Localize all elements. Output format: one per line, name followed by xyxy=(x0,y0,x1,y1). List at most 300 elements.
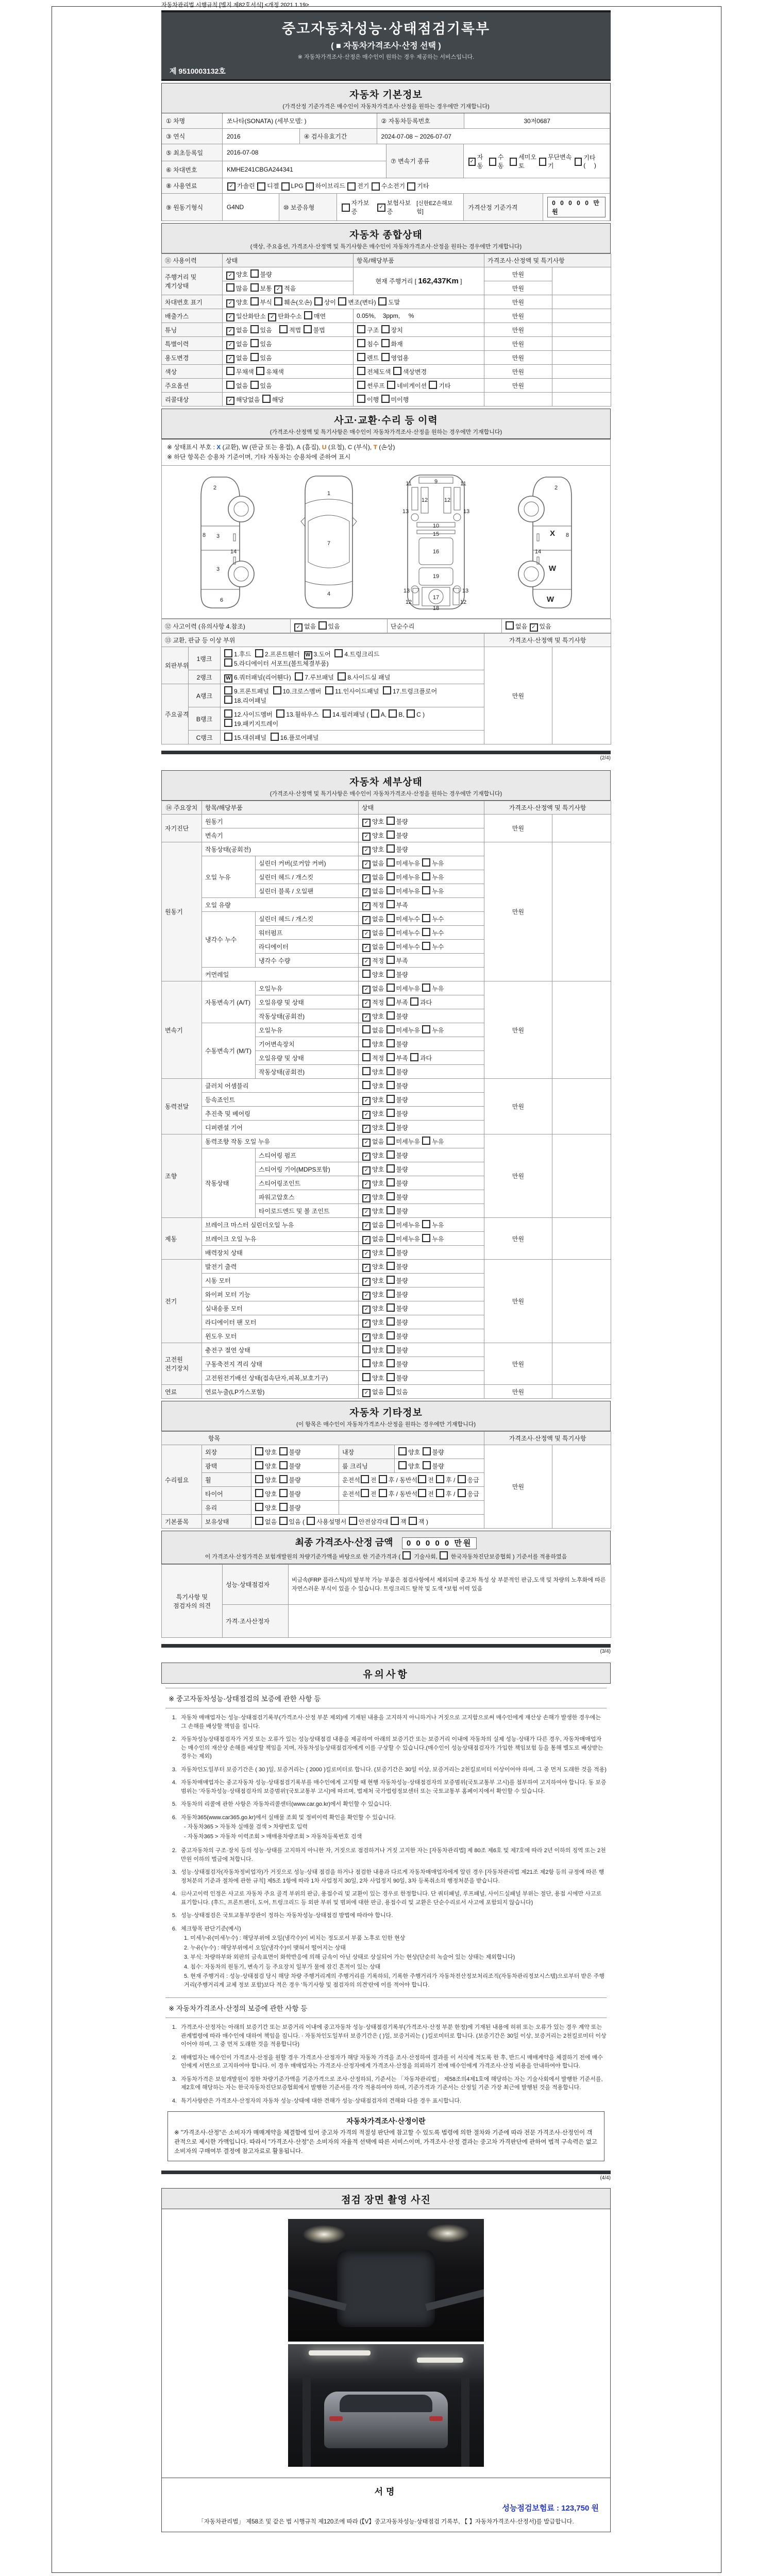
checkbox-checked: ✓ xyxy=(226,341,234,349)
notice-item xyxy=(165,2075,607,2092)
table-row xyxy=(162,365,611,379)
table-cell: ⑪ 사용이력 xyxy=(162,254,223,267)
section-title: 자동차 종합상태 xyxy=(349,230,423,241)
checkbox-empty xyxy=(386,1164,395,1173)
table-cell: 단순수리 xyxy=(388,619,502,633)
table-cell: ✓ 양호 불량 xyxy=(359,842,484,856)
table-cell: ✓ 양호 불량 xyxy=(359,1162,484,1176)
table-cell: 만원 xyxy=(484,842,552,981)
photo-area xyxy=(161,2209,611,2478)
checkbox-empty xyxy=(386,1123,395,1131)
section-header xyxy=(161,223,611,253)
notice-subhead: ※ 자동차가격조사·산정의 보증에 관한 사항 등 xyxy=(165,1997,607,2018)
table-cell xyxy=(552,1134,611,1218)
element: 가격조사·산정자는 아래의 보증기간 또는 보증거리 이내에 중고자동차 성능·상태점검기록부(가격조사·산정 부분 한정)에 기재된 내용에 허위 또는 오류가 있는 경우 계약 또는 관계법령에 따라 매수인에 대하여 책임을 집니다. · 자동차인도일부터 보증기간은 ( )일, 보증거리는 ( )킬로미터로 합니다. (보증기간은 30일 이상, 보증거리는 2천킬로미터 이상이어야 하며, 그 중 먼저 도래한 것을 적용합니다) xyxy=(181,2024,607,2048)
definition-text: ※ "가격조사·산정"은 소비자가 매매계약을 체결함에 있어 중고차 가격의 적절성 판단에 참고할 수 있도록 법령에 의한 절차와 기준에 따라 전문 가격조사·산정인이 객관적으로 제시한 가액입니다. 따라서 "가격조사·산정"은 소비자의 자율적 선택에 따른 서비스이며, 가격조사·산정 결과는 중고차 가격판단에 관하여 법적 구속력은 없고 소비자의 구매여부 결정에 참고자료로 활용됩니다. xyxy=(174,2130,597,2155)
table-cell: ✓ 양호 불량 xyxy=(359,1009,484,1023)
checkbox-empty xyxy=(386,1276,395,1284)
panel-number: 3 xyxy=(216,533,220,540)
table-cell: 작동상태(공회전) xyxy=(256,1065,359,1079)
checkbox-empty xyxy=(378,297,386,306)
checkbox-empty xyxy=(423,1447,431,1455)
panel-number: 12 xyxy=(460,599,466,606)
final-price-note: 이 가격조사·산정가격은 보험개발원의 차량기준가액을 바탕으로 한 기준가격과 ( 기술사회, 한국자동차진단보증협회 ) 기준서를 적용하였음 xyxy=(165,1551,607,1561)
notice-item xyxy=(165,1925,607,1991)
checkbox-empty xyxy=(281,182,290,191)
checkbox-checked: ✓ xyxy=(362,1208,371,1216)
notice-item xyxy=(165,1714,607,1731)
checkbox-empty xyxy=(250,269,259,278)
notice-item xyxy=(165,2097,607,2106)
notice-item xyxy=(165,1846,607,1863)
table-cell: ✓ 없음 미세누유 누유 xyxy=(359,1134,484,1148)
checkbox-empty xyxy=(226,283,234,292)
checkbox-empty xyxy=(256,367,264,375)
table-cell: 만원 xyxy=(484,351,552,365)
checkbox-checked: ✓ xyxy=(227,182,236,191)
table-cell: 오일누유 xyxy=(256,981,359,995)
checkbox-checked: ✓ xyxy=(274,285,282,294)
checkbox-empty xyxy=(250,381,259,389)
panel-number: 12 xyxy=(444,497,450,504)
table-cell: ⑭ 주요장치 xyxy=(162,801,202,815)
element: 자동차성능상태점검자가 거짓 또는 오류가 있는 성능상태점검 내용을 제공하여 아래의 보증기간 또는 보증거리 이내에 자동차의 실제 성능·상태가 다른 경우, 자동차매매업자는 매수인의 재산상 손해를 배상할 책임을 지며, 자동차성능상태점검자에게 이를 구상할 수 있습니다.(매수인이 성능상태점검자가 가입한 책임보험 등을 통해 별도로 배상받는 경우는 제외) xyxy=(181,1736,603,1760)
table-cell: 자동변속기 (A/T) xyxy=(202,981,256,1023)
legend-code: U xyxy=(322,444,327,451)
notice-item xyxy=(165,1778,607,1795)
table-cell: 양호 불량 xyxy=(251,1459,339,1473)
table-row xyxy=(162,379,611,393)
table-row xyxy=(162,1079,611,1093)
final-price-amount: 0 0 0 0 0 만원 xyxy=(402,1537,477,1549)
table-cell: ✓ 없음 미세누유 누유 xyxy=(359,981,484,995)
table-cell: 배출가스 xyxy=(162,309,223,323)
checkbox-empty xyxy=(295,672,303,681)
checkbox-empty xyxy=(279,325,288,333)
checkbox-checked: ✓ xyxy=(362,999,371,1008)
element: 4. xyxy=(172,2097,177,2104)
section-final-price xyxy=(161,1531,611,1564)
checkbox-empty xyxy=(381,353,390,361)
checkbox-checked: ✓ xyxy=(530,623,538,632)
notice-subitem: - 자동차365 > 자동차 실매물 검색 > 차량번호 입력 xyxy=(184,1824,308,1831)
checkbox-checked: ✓ xyxy=(362,1111,371,1119)
table-cell: 와이퍼 모터 기능 xyxy=(202,1287,359,1301)
checkbox-empty xyxy=(262,395,271,403)
table-cell: 오일 유량 xyxy=(202,898,359,912)
table-row xyxy=(162,295,611,309)
checkbox-checked: ✓ xyxy=(362,1125,371,1133)
checkbox-empty xyxy=(273,686,281,694)
checkbox-empty xyxy=(224,733,232,741)
panel-number: 13 xyxy=(402,509,409,515)
lift-post xyxy=(303,2375,311,2467)
table-cell: ✓ 양호 불량 xyxy=(359,1190,484,1204)
checkbox-empty xyxy=(342,204,350,212)
section-signature xyxy=(161,2478,611,2532)
checkbox-empty xyxy=(271,733,279,741)
panel-number: 2 xyxy=(213,485,216,492)
checkbox-empty xyxy=(381,339,390,347)
checkbox-checked: ✓ xyxy=(362,1292,371,1300)
checkbox-empty xyxy=(314,297,323,306)
checkbox-empty xyxy=(422,928,430,936)
checkbox-empty xyxy=(379,1489,387,1497)
field: ⑥ 차대번호 xyxy=(162,161,223,178)
accident-rank-table xyxy=(161,633,611,744)
element xyxy=(201,477,240,608)
field: ② 자동차등록번호 xyxy=(377,113,465,129)
element xyxy=(162,129,610,144)
table-cell: ✓ 없음 미세누수 누수 xyxy=(359,926,484,940)
definition-title: 자동차가격조사·산정이란 xyxy=(346,2117,426,2126)
table-row xyxy=(162,981,611,995)
table-cell: ✓ 양호 불량 xyxy=(359,1329,484,1343)
table-cell: 양호 불량 xyxy=(395,1445,484,1459)
checkbox-checked: ✓ xyxy=(362,1236,371,1244)
section-accident-history xyxy=(161,409,611,744)
checkbox-checked: ✓ xyxy=(362,1194,371,1202)
table-cell: 만원 xyxy=(484,1385,552,1399)
checkbox-empty xyxy=(279,1461,288,1469)
checkbox-checked: ✓ xyxy=(362,944,371,952)
table-cell: ✓ 양호 불량 xyxy=(359,1121,484,1134)
checkbox-empty xyxy=(386,1039,395,1047)
table-cell: 15.대쉬패널 16.플로어패널 xyxy=(221,731,484,744)
element: 3. xyxy=(172,1869,177,1876)
checkbox-empty xyxy=(387,381,395,389)
checkbox-empty xyxy=(250,353,259,361)
element xyxy=(162,144,386,161)
checkbox-empty xyxy=(304,325,312,333)
checkbox-checked: ✓ xyxy=(362,902,371,910)
panel-number: 10 xyxy=(432,523,439,530)
checkbox-empty xyxy=(381,395,390,403)
table-row xyxy=(162,351,611,365)
table-cell: 조향 xyxy=(162,1134,202,1218)
table-cell: ✓ 없음 미세누수 누수 xyxy=(359,940,484,954)
table-cell: 타이로드엔드 및 볼 조인트 xyxy=(256,1204,359,1218)
notice-subitem: 5. 현재 주행거리 : 성능·상태점검 당시 해당 차량 주행거리계의 주행거리를 기록하되, 기록한 주행거리가 자동차전산정보처리조직(자동차관리정보시스템)으로부터 받은 주행거리(주행거리계 교체 정보 포함)보다 적은 경우 '특기사항 및 점검자의 의견'란에 이를 적어야 합니다. xyxy=(184,1973,604,1988)
checkbox-checked: ✓ xyxy=(226,355,234,363)
checkbox-empty xyxy=(386,1053,395,1061)
table-cell: 연료 xyxy=(162,1385,202,1399)
checkbox-empty xyxy=(393,367,401,375)
table-cell: 1랭크 xyxy=(189,647,221,670)
table-cell: 오일유량 및 상태 xyxy=(256,1051,359,1065)
table-cell: 휠 xyxy=(202,1473,251,1487)
checkbox-empty xyxy=(386,928,395,936)
panel-number: 11 xyxy=(405,481,412,487)
checkbox-empty xyxy=(362,1025,371,1033)
checkbox-checked: ✓ xyxy=(362,846,371,855)
checkbox-empty xyxy=(386,1137,395,1145)
table-cell xyxy=(552,351,611,365)
checkbox-empty xyxy=(362,1053,371,1061)
table-cell: 클러치 어셈블리 xyxy=(202,1079,359,1093)
table-row xyxy=(162,267,611,281)
table-cell: 렌트 영업용 xyxy=(354,351,484,365)
table-cell: ✓ 없음 미세누유 누유 xyxy=(359,1232,484,1246)
notice-subitem: - 자동차365 > 자동차 이력조회 > 매매용차량조회 > 자동차등록번호 검색 xyxy=(184,1833,362,1840)
checkbox-empty xyxy=(224,709,232,718)
legend: ※ 상태표시 부호 : X (교환), W (판금 또는 용접), A (흠집), U (요철), C (부식), T (손상) ※ 하단 항목은 승용차 기준이며, 기타 자동차는 승용차에 준하여 표시 xyxy=(161,439,611,466)
checkbox-empty xyxy=(250,339,259,347)
checkbox-empty xyxy=(440,1551,448,1560)
table-cell: 실린더 헤드 / 개스킷 xyxy=(256,870,359,884)
element: 2. xyxy=(172,1736,177,1743)
table-cell: 광택 xyxy=(202,1459,251,1473)
table-cell: ✓ 없음 미세누유 누유 xyxy=(359,884,484,898)
basic-info-table xyxy=(161,113,611,221)
section-notices xyxy=(161,1663,611,2164)
table-cell: ✓ 양호 불량 xyxy=(359,1093,484,1107)
checkbox-empty xyxy=(398,1461,407,1469)
panel-number: 15 xyxy=(432,531,439,538)
element xyxy=(162,619,611,633)
checkbox-empty xyxy=(386,1206,395,1214)
table-cell: 만원 xyxy=(484,647,552,744)
table-row xyxy=(162,1134,611,1148)
table-cell xyxy=(552,365,611,379)
checkbox-empty xyxy=(386,831,395,839)
taillight xyxy=(329,2416,343,2421)
table-cell: 자기진단 xyxy=(162,815,202,842)
table-cell: ⑫ 사고이력 (유의사항 4.참조) xyxy=(162,619,291,633)
checkbox-empty xyxy=(255,1489,263,1497)
table-cell xyxy=(552,1079,611,1134)
section-note: (색상, 주요옵션, 가격조사·산정액 및 특기사항은 매수인이 자동차가격조사·산정을 원하는 경우에만 기재합니다) xyxy=(250,244,522,250)
panel-number: 6 xyxy=(220,597,223,604)
field: 2016-07-08 xyxy=(223,144,386,161)
taillight xyxy=(429,2416,443,2421)
table-cell xyxy=(552,309,611,323)
checkbox-empty xyxy=(422,1025,430,1033)
checkbox-checked: ✓ xyxy=(226,397,234,405)
table-row xyxy=(162,309,611,323)
table-cell: 색상 xyxy=(162,365,223,379)
element: 6. xyxy=(172,1814,177,1821)
panel-number: 9 xyxy=(434,479,438,485)
car-diagrams xyxy=(161,466,611,619)
checkbox-empty xyxy=(357,381,365,389)
table-cell: 썬루프 네비게이션 기타 xyxy=(354,379,484,393)
checkbox-empty xyxy=(422,1234,430,1242)
table-cell xyxy=(552,267,611,295)
table-cell: 스티어링조인트 xyxy=(256,1176,359,1190)
element xyxy=(162,1432,611,1529)
table-cell: ✓ 양호 불량 xyxy=(359,1315,484,1329)
checkbox-empty xyxy=(372,182,380,191)
field: 2016 xyxy=(223,129,300,144)
car-top-diagram xyxy=(293,472,365,612)
checkbox-empty xyxy=(410,1053,418,1061)
section-note: (가격조사·산정액 및 특기사항은 매수인이 자동차가격조사·산정을 원하는 경우에만 기재합니다) xyxy=(270,791,502,798)
section-title: 유의사항 xyxy=(363,1669,409,1681)
table-row xyxy=(162,1605,611,1638)
signature-block xyxy=(161,2478,611,2532)
checkbox-checked: ✓ xyxy=(362,1139,371,1147)
opinion-table xyxy=(161,1564,611,1638)
element xyxy=(162,144,610,178)
table-cell: 튜닝 xyxy=(162,323,223,337)
table-cell: 스티어링 기어(MDPS포함) xyxy=(256,1162,359,1176)
checkbox-empty xyxy=(361,1475,369,1483)
table-cell: 작동상태(공회전) xyxy=(202,842,359,856)
table-cell: ⑬ 교환, 판금 등 이상 부위 xyxy=(162,634,484,647)
table-cell: 가격·조사산정자 xyxy=(223,1605,289,1638)
checkbox-checked: ✓ xyxy=(268,313,276,321)
checkbox-checked: ✓ xyxy=(362,1180,371,1189)
panel-number: 13 xyxy=(463,509,469,515)
table-cell: W 6.쿼터패널(리어휀다) 7.루브패널 8.사이드실 패널 xyxy=(221,670,484,684)
checkbox-empty xyxy=(422,886,430,894)
checkbox-empty xyxy=(279,1447,288,1455)
checkbox-empty xyxy=(386,1248,395,1256)
table-cell: 동력조향 작동 오일 누유 xyxy=(202,1134,359,1148)
checkbox-checked: ✓ xyxy=(362,986,371,994)
table-cell: ✓ 없음 있음 xyxy=(223,337,354,351)
checkbox-empty xyxy=(279,1517,288,1525)
panel-number: 8 xyxy=(202,532,206,539)
checkbox-empty xyxy=(362,1067,371,1075)
table-cell: 실린더 블록 / 오일팬 xyxy=(256,884,359,898)
checkbox-empty xyxy=(386,858,395,867)
checkbox-empty xyxy=(386,970,395,978)
element: 자동차 매매업자는 성능·상태점검기록부(가격조사·산정 부분 제외)에 기재된 내용을 고지하지 아니하거나 거짓으로 고지함으로써 매수인에게 재산상 손해가 발생한 경우에는 그 손해를 배상할 책임을 집니다. xyxy=(181,1715,601,1730)
checkbox-empty xyxy=(334,649,343,657)
checkbox-empty xyxy=(357,367,365,375)
table-cell: 0.05%, 3ppm, % xyxy=(354,309,484,323)
table-cell: 양호 불량 xyxy=(251,1473,339,1487)
table-cell: 항목/해당부품 xyxy=(202,801,359,815)
element xyxy=(518,496,544,522)
table-row xyxy=(162,1565,611,1605)
price-appraisal-definition-box xyxy=(167,2111,604,2161)
checkbox-empty xyxy=(422,914,430,922)
notice-item xyxy=(165,1890,607,1907)
table-row xyxy=(162,337,611,351)
checkbox-empty xyxy=(362,1039,371,1047)
field: KMHE241CBGA244341 xyxy=(223,161,386,178)
notice-item xyxy=(165,1766,607,1774)
section-photos xyxy=(161,2188,611,2478)
checkbox-empty xyxy=(371,709,379,718)
checkbox-empty xyxy=(224,696,232,704)
checkbox-checked: ✓ xyxy=(362,860,371,869)
checkbox-empty xyxy=(306,182,314,191)
checkbox-empty xyxy=(307,1517,315,1525)
checkbox-empty xyxy=(323,709,331,718)
ceiling-light xyxy=(417,2358,463,2363)
table-header-row xyxy=(162,1432,611,1445)
base-price-value: 0 0 0 0 0 만원 xyxy=(547,197,606,217)
table-cell: 변속기 xyxy=(162,981,202,1079)
table-cell: 만원 xyxy=(484,981,552,1079)
table-cell: 만원 xyxy=(484,295,552,309)
table-row xyxy=(162,647,611,670)
checkbox-checked: ✓ xyxy=(362,930,371,938)
table-cell xyxy=(289,1605,611,1638)
table-cell: 만원 xyxy=(484,281,552,295)
checkbox-empty xyxy=(255,1517,263,1525)
element: [신한EZ손해보험] xyxy=(416,200,453,215)
checkbox-empty xyxy=(274,297,282,306)
element: 3. xyxy=(172,2076,177,2082)
checkbox-empty xyxy=(250,283,259,292)
field: ✓ 가솔린 디젤 LPG 하이브리드 전기 수소전기 기타 xyxy=(223,178,610,194)
checkbox-empty xyxy=(276,709,284,718)
table-cell: 없음 미세누유 누유 xyxy=(359,1023,484,1037)
checkbox-empty xyxy=(386,1387,395,1395)
table-cell: 만원 xyxy=(484,1260,552,1343)
field: 자가보증 ✓ 보험사보증 [신한EZ손해보험] xyxy=(337,194,464,221)
table-cell: 만원 xyxy=(484,379,552,393)
table-row xyxy=(162,1218,611,1232)
checkbox-empty xyxy=(386,942,395,950)
checkbox-empty xyxy=(389,709,397,718)
table-cell: 타이어 xyxy=(202,1487,251,1501)
element: 5. xyxy=(172,1912,177,1919)
checkbox-w-marked: W xyxy=(224,674,232,683)
element xyxy=(228,561,254,587)
detail-state-table xyxy=(161,801,611,1399)
element: ⑫사고이력 인정은 사고로 자동차 주요 골격 부위의 판금, 용접수리 및 교환이 있는 경우로 한정합니다. 단 쿼터패널, 루프패널, 사이드실패널 부위는 절단, 용접 시에만 사고로 표기합니다. (후드, 프론트펜더, 도어, 트렁크리드 등 외판 부위 및 범퍼에 대한 판금, 용접수리 및 교환은 단순수리로서 사고에 포함되지 않습니다) xyxy=(181,1891,602,1906)
checkbox-empty xyxy=(422,1220,430,1228)
title-band xyxy=(161,10,611,81)
table-cell: ✓ 없음 미세누유 누유 xyxy=(359,1218,484,1232)
checkbox-empty xyxy=(224,686,232,694)
checkbox-empty xyxy=(338,297,346,306)
checkbox-empty xyxy=(362,1359,371,1367)
table-cell: 작동상태(공회전) xyxy=(256,1009,359,1023)
checkbox-checked: ✓ xyxy=(362,1278,371,1286)
document-title: 중고자동차성능·상태점검기록부 xyxy=(281,21,491,37)
checkbox-empty xyxy=(386,984,395,992)
table-cell: ✓ 적정 부족 xyxy=(359,898,484,912)
car-underbody-shape xyxy=(337,2250,435,2327)
table-cell xyxy=(552,379,611,393)
table-cell xyxy=(552,1343,611,1385)
element: 자동차매매업자는 중고자동차 성능·상태점검기록부를 매수인에게 고지할 때 현행 자동차성능·상태점검자의 보증범위(국토교통부 고시)를 첨부하여 고지하여야 합니다. 동 보증범위는 '자동차성능·상태점검자의 보증범위'(국토교통부 고시)에 따르며, 법제처 국가법령정보센터 또는 국토교통부 홈페이지에서 확인할 수 있습니다. xyxy=(181,1780,607,1794)
table-cell xyxy=(552,1385,611,1399)
table-cell: ✓ 양호 불량 xyxy=(359,1260,484,1274)
final-price-band xyxy=(161,1531,611,1564)
table-cell: ✓ 없음 미세누수 누수 xyxy=(359,912,484,926)
field: ⑧ 사용연료 xyxy=(162,178,223,194)
table-cell: 1.후드 2.프론트휀더 W 3.도어 4.트렁크리드 5.라디에이터 서포트(볼트체결부품) xyxy=(221,647,484,670)
checkbox-checked: ✓ xyxy=(362,1333,371,1342)
element xyxy=(228,496,254,522)
page-marker: (2/4) xyxy=(600,755,611,761)
checkbox-empty xyxy=(226,381,234,389)
service-note: ※ 자동차가격조사·산정은 매수인이 원하는 경우 제공하는 서비스입니다. xyxy=(297,54,475,60)
checkbox-empty xyxy=(386,997,395,1006)
element: 2. xyxy=(172,2054,177,2061)
checkbox-empty xyxy=(386,1359,395,1367)
table-cell: 만원 xyxy=(484,815,552,842)
element xyxy=(308,515,349,521)
element: 특기사항란은 가격조사·산정자의 자동차 성능·상태에 대한 견해가 성능·상태점검자의 견해와 다를 경우 표시합니다. xyxy=(181,2097,462,2104)
table-cell: 고전원전기배선 상태(접속단자,피복,보호기구) xyxy=(202,1371,359,1385)
checkbox-checked: ✓ xyxy=(362,1264,371,1272)
field xyxy=(543,194,610,221)
checkbox-empty xyxy=(422,1137,430,1145)
table-cell: A랭크 xyxy=(189,684,221,707)
checkbox-empty xyxy=(386,956,395,964)
page-separator-bar xyxy=(161,1644,611,1648)
checkbox-checked: ✓ xyxy=(362,1389,371,1397)
